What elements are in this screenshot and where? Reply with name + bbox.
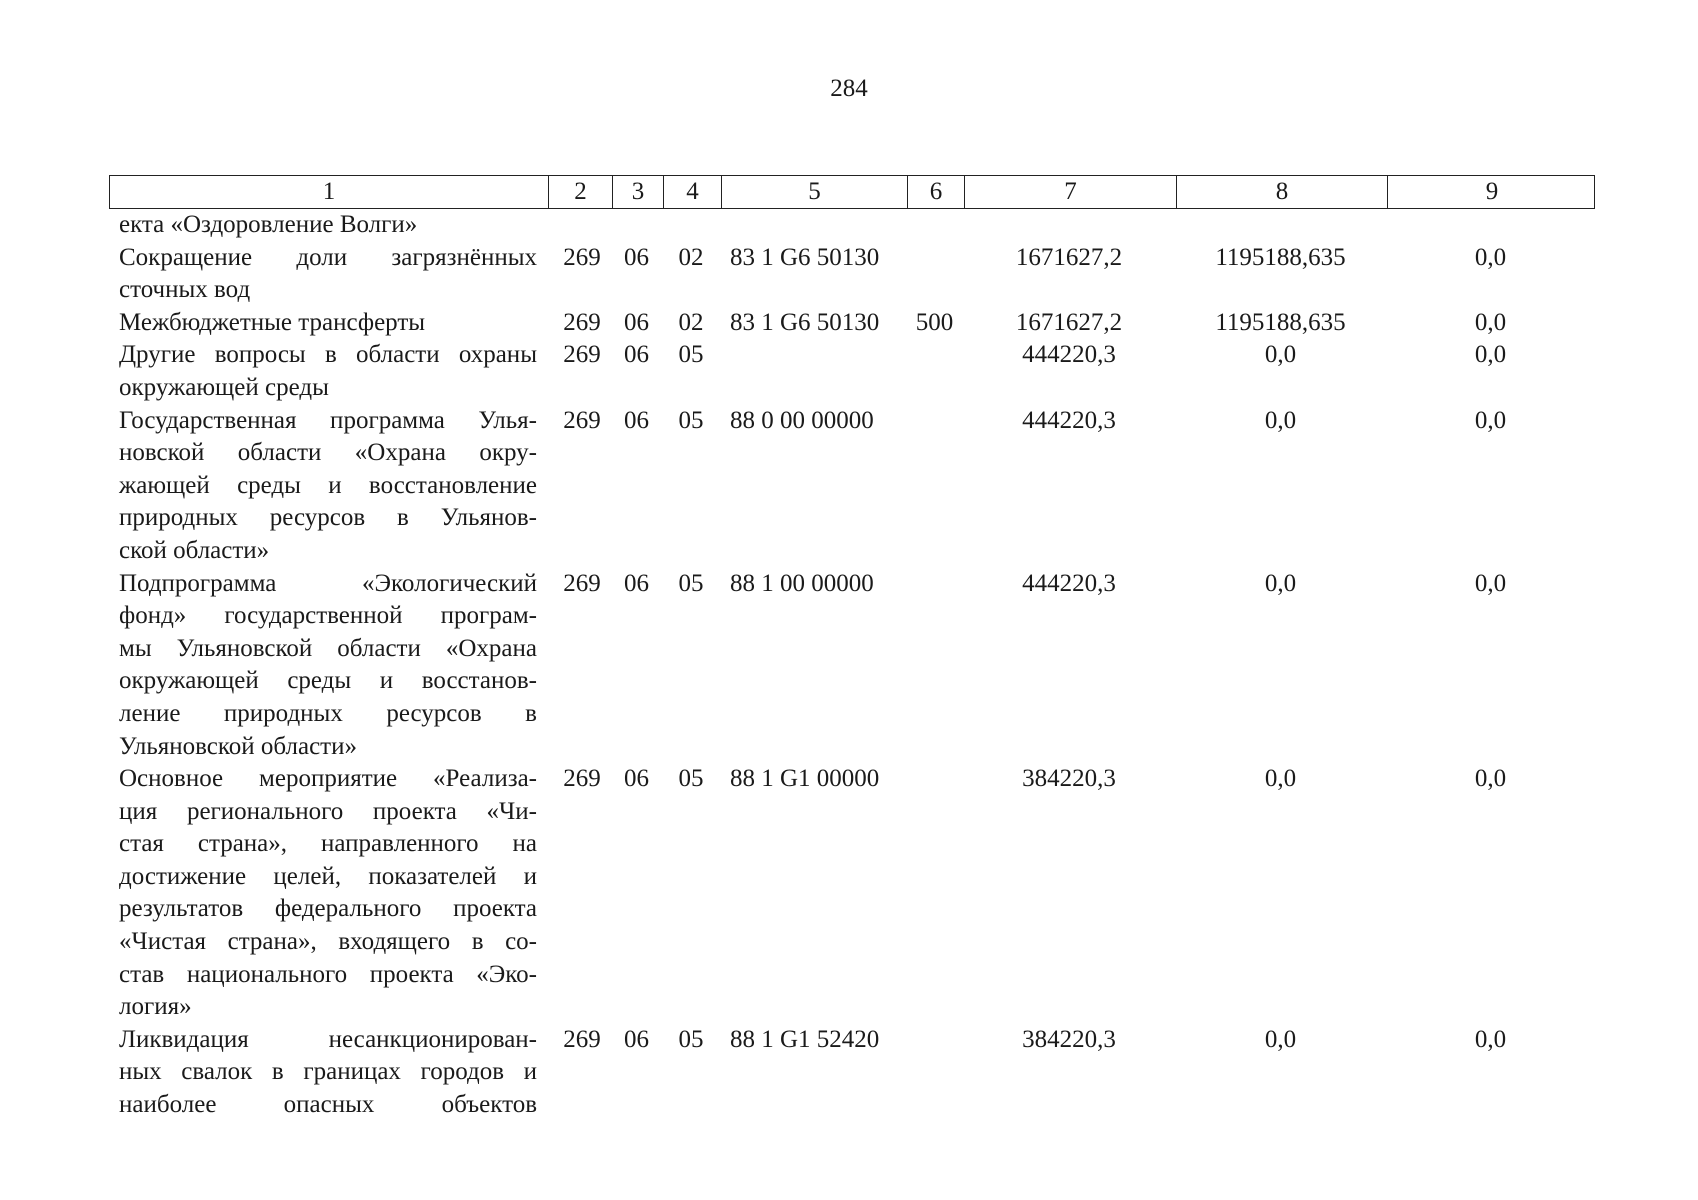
description-line: сточных вод [119,276,251,304]
expense-type-code [906,242,963,307]
description-line: ных свалок в границах городов и [119,1058,537,1086]
section-code: 06 [624,243,649,271]
section-code: 06 [624,308,649,336]
row-description [109,568,547,764]
description-line: «Чистая страна», входящего в со- [119,928,537,956]
column-header-8: 8 [1176,176,1387,208]
subsection-code: 05 [678,765,704,793]
description-line: екта «Оздоровление Волги» [119,211,418,238]
column-header-3: 3 [612,176,663,208]
row-description [109,339,547,404]
amount-col-8: 1195188,635 [1215,308,1346,336]
amount-col-8: 0,0 [1264,1025,1297,1053]
amount-col-7: 384220,3 [1022,1025,1116,1053]
amount-col-7: 1671627,2 [1015,308,1123,336]
row-description [109,1024,547,1122]
subsection-code: 05 [678,341,704,369]
table-row [109,209,1595,242]
amount-col-9: 0,0 [1474,308,1507,336]
table-row [109,405,1595,568]
table-row [109,763,1595,1024]
expense-type-code [906,763,963,1024]
description-line: Другие вопросы в области охраны [119,341,537,369]
description-line: Государственная программа Улья- [119,406,537,434]
subsection-code [662,209,720,242]
column-header-5: 5 [721,176,907,208]
description-line: природных ресурсов в Ульянов- [119,504,537,532]
description-line: Межбюджетные трансферты [119,308,426,336]
subsection-code: 05 [678,406,704,434]
description-line: Основное мероприятие «Реализа- [119,765,537,793]
table-row [109,339,1595,404]
table-body [109,209,1595,1122]
amount-col-8: 0,0 [1264,569,1297,597]
table-row [109,242,1595,307]
expense-type-code [906,405,963,568]
target-article-code: 88 0 00 00000 [730,406,874,434]
chapter-code: 269 [563,243,601,271]
target-article-code: 88 1 G1 00000 [730,765,880,793]
description-line: фонд» государственной програм- [119,602,537,630]
description-line: Ликвидация несанкционирован- [119,1025,537,1053]
page-number: 284 [830,75,868,102]
table-row [109,568,1595,764]
table-row [109,307,1595,340]
column-header-2: 2 [548,176,612,208]
chapter-code: 269 [563,765,601,793]
amount-col-7: 444220,3 [1022,406,1116,434]
chapter-code: 269 [563,406,601,434]
row-description [109,307,547,340]
amount-col-8: 1195188,635 [1215,243,1346,271]
subsection-code: 02 [678,308,704,336]
expense-type-code [906,339,963,404]
row-description [109,763,547,1024]
amount-col-9: 0,0 [1474,243,1507,271]
amount-col-8: 0,0 [1264,341,1297,369]
amount-col-9: 0,0 [1474,341,1507,369]
target-article-code [720,209,906,242]
amount-col-8: 0,0 [1264,406,1297,434]
section-code: 06 [624,765,649,793]
subsection-code: 05 [678,1025,704,1053]
section-code [611,209,662,242]
column-header-1: 1 [322,178,336,205]
column-header-9: 9 [1387,176,1596,208]
chapter-code [547,209,611,242]
description-line: окружающей среды и восстанов- [119,667,537,695]
amount-col-7: 444220,3 [1022,341,1116,369]
description-line: мы Ульяновской области «Охрана [119,634,537,662]
target-article-code: 83 1 G6 50130 [730,308,880,336]
description-line: Ульяновской области» [119,732,357,760]
section-code: 06 [624,406,649,434]
chapter-code: 269 [563,569,601,597]
chapter-code: 269 [563,308,601,336]
target-article-code: 83 1 G6 50130 [730,243,880,271]
expense-type-code [906,209,963,242]
table-row [109,1024,1595,1122]
target-article-code: 88 1 G1 52420 [730,1025,880,1053]
description-line: достижение целей, показателей и [119,862,537,890]
section-code: 06 [624,569,649,597]
amount-col-9: 0,0 [1474,406,1507,434]
column-header-4: 4 [663,176,721,208]
row-description [109,242,547,307]
target-article-code: 88 1 00 00000 [730,569,874,597]
target-article-code [720,339,906,404]
amount-col-9: 0,0 [1474,1025,1507,1053]
description-line: ция регионального проекта «Чи- [119,797,537,825]
expense-type-code [906,568,963,764]
section-code: 06 [624,1025,649,1053]
description-line: окружающей среды [119,373,329,401]
amount-col-8 [1175,209,1386,242]
amount-col-7: 444220,3 [1022,569,1116,597]
subsection-code: 05 [678,569,704,597]
amount-col-7 [963,209,1175,242]
expense-type-code: 500 [915,308,954,336]
chapter-code: 269 [563,1025,601,1053]
description-line: Подпрограмма «Экологический [119,569,537,597]
table-column-header-row [109,175,1595,209]
description-line: стая страна», направленного на [119,830,537,858]
amount-col-9: 0,0 [1474,765,1507,793]
subsection-code: 02 [678,243,704,271]
column-header-7: 7 [964,176,1176,208]
column-header-6: 6 [907,176,964,208]
description-line: новской области «Охрана окру- [119,439,537,467]
amount-col-8: 0,0 [1264,765,1297,793]
description-line: результатов федерального проекта [119,895,537,923]
amount-col-7: 1671627,2 [1015,243,1123,271]
budget-table [109,175,1595,1122]
row-description [109,209,547,242]
description-line: жающей среды и восстановление [119,471,537,499]
section-code: 06 [624,341,649,369]
chapter-code: 269 [563,341,601,369]
amount-col-9: 0,0 [1474,569,1507,597]
description-line: став национального проекта «Эко- [119,960,537,988]
row-description [109,405,547,568]
description-line: ской области» [119,536,270,564]
amount-col-9 [1386,209,1595,242]
expense-type-code [906,1024,963,1122]
description-line: логия» [119,993,192,1021]
description-line: наиболее опасных объектов [119,1091,537,1119]
description-line: ление природных ресурсов в [119,699,537,727]
description-line: Сокращение доли загрязнённых [119,243,537,271]
amount-col-7: 384220,3 [1022,765,1116,793]
